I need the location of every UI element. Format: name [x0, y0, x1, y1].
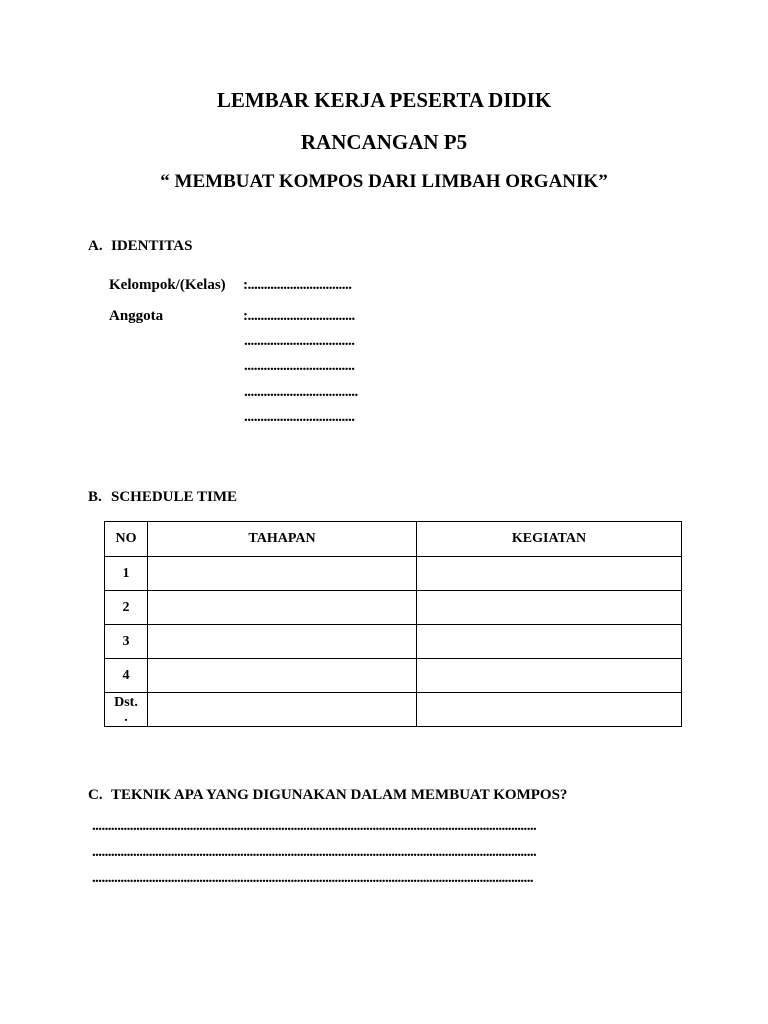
row-number: 2 — [105, 591, 148, 625]
anggota-field-2[interactable]: .................................. — [244, 333, 355, 349]
page-title: LEMBAR KERJA PESERTA DIDIK — [216, 88, 552, 112]
section-a-letter: A. — [88, 238, 103, 254]
kegiatan-cell[interactable] — [417, 557, 682, 591]
worksheet-topic: “ MEMBUAT KOMPOS DARI LIMBAH ORGANIK” — [160, 171, 608, 192]
section-b-title: SCHEDULE TIME — [111, 489, 238, 505]
section-b-heading — [88, 489, 237, 506]
table-row — [105, 557, 682, 591]
kelompok-label: Kelompok/(Kelas) — [109, 277, 226, 293]
page-subtitle: RANCANGAN P5 — [300, 130, 468, 154]
section-a-heading — [88, 238, 192, 255]
row-number: 1 — [105, 557, 148, 591]
section-c-heading — [88, 787, 567, 804]
kelompok-field[interactable]: :................................ — [243, 277, 352, 293]
row-number-dst: Dst. — [114, 694, 138, 710]
anggota-field-1[interactable]: :................................. — [243, 308, 355, 324]
section-a-title: IDENTITAS — [111, 238, 193, 254]
row-number: 4 — [105, 659, 148, 693]
anggota-field-4[interactable]: ................................... — [244, 384, 358, 400]
anggota-label: Anggota — [109, 308, 164, 324]
schedule-header-row — [105, 522, 682, 557]
schedule-table — [104, 521, 682, 727]
kegiatan-cell[interactable] — [417, 591, 682, 625]
column-header-no: NO — [105, 522, 148, 557]
answer-line-2[interactable]: ............................................................................................................................................. — [92, 844, 537, 860]
tahapan-cell[interactable] — [148, 659, 417, 693]
table-row — [105, 625, 682, 659]
row-number-dst-dot: . — [124, 709, 128, 725]
section-b-letter: B. — [88, 489, 102, 505]
anggota-field-3[interactable]: .................................. — [244, 358, 355, 374]
table-row — [105, 591, 682, 625]
table-row — [105, 659, 682, 693]
row-number — [105, 693, 148, 727]
answer-line-1[interactable]: ............................................................................................................................................. — [92, 818, 537, 834]
column-header-kegiatan: KEGIATAN — [417, 522, 682, 557]
anggota-field-5[interactable]: .................................. — [244, 409, 355, 425]
tahapan-cell[interactable] — [148, 591, 417, 625]
kegiatan-cell[interactable] — [417, 625, 682, 659]
kegiatan-cell[interactable] — [417, 693, 682, 727]
section-c-letter: C. — [88, 787, 103, 803]
tahapan-cell[interactable] — [148, 693, 417, 727]
section-c-title: TEKNIK APA YANG DIGUNAKAN DALAM MEMBUAT KOMPOS? — [111, 787, 568, 803]
row-number: 3 — [105, 625, 148, 659]
answer-line-3[interactable]: ............................................................................................................................................ — [92, 870, 534, 886]
column-header-tahapan: TAHAPAN — [148, 522, 417, 557]
tahapan-cell[interactable] — [148, 557, 417, 591]
tahapan-cell[interactable] — [148, 625, 417, 659]
table-row — [105, 693, 682, 727]
kegiatan-cell[interactable] — [417, 659, 682, 693]
